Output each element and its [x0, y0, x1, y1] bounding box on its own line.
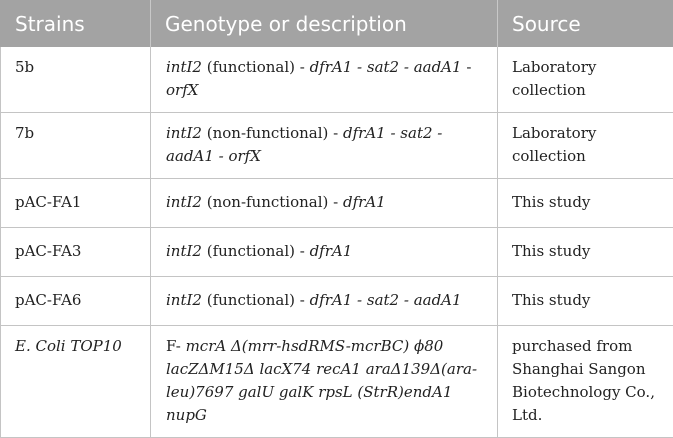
source-text: purchased from Shanghai Sangon Biotechnology Co., Ltd. — [512, 337, 655, 424]
table-header — [1, 0, 673, 47]
gene-name: dfrA1 - sat2 - aadA1 — [310, 58, 462, 76]
strain-cell — [1, 113, 151, 179]
strain-cell — [1, 47, 151, 113]
header-strains: Strains — [1, 0, 151, 47]
source-text: This study — [512, 291, 590, 309]
genotype-cell — [151, 277, 498, 326]
strain-name: pAC-FA3 — [15, 242, 81, 260]
strain-name: pAC-FA1 — [15, 193, 81, 211]
source-cell — [498, 47, 673, 113]
table-row — [1, 326, 673, 438]
source-text: This study — [512, 242, 590, 260]
header-row — [1, 0, 673, 47]
genotype-text: (non-functional) - — [202, 124, 343, 142]
source-text: Laboratory collection — [512, 124, 596, 165]
source-text: This study — [512, 193, 590, 211]
strain-name: E. Coli TOP10 — [15, 337, 122, 355]
source-text: Laboratory collection — [512, 58, 596, 99]
gene-name: intI2 — [166, 124, 202, 142]
strain-name: 5b — [15, 58, 34, 76]
genotype-text: (functional) - — [202, 242, 310, 260]
source-cell — [498, 228, 673, 277]
header-genotype: Genotype or description — [151, 0, 498, 47]
genotype-cell — [151, 326, 498, 438]
genotype-cell — [151, 47, 498, 113]
gene-name: dfrA1 - sat2 - aadA1 — [310, 291, 462, 309]
genotype-cell — [151, 113, 498, 179]
header-source: Source — [498, 0, 673, 47]
source-cell — [498, 179, 673, 228]
gene-name: intI2 — [166, 242, 202, 260]
gene-name: dfrA1 — [343, 193, 386, 211]
strain-cell — [1, 228, 151, 277]
source-cell — [498, 326, 673, 438]
genotype-text: F- — [166, 337, 186, 355]
source-cell — [498, 113, 673, 179]
table-row — [1, 113, 673, 179]
gene-name: dfrA1 — [310, 242, 353, 260]
table-row — [1, 47, 673, 113]
strain-name: pAC-FA6 — [15, 291, 81, 309]
genotype-text: (non-functional) - — [202, 193, 343, 211]
table-row — [1, 228, 673, 277]
gene-name: orfX — [166, 81, 198, 99]
strain-cell — [1, 179, 151, 228]
strain-cell — [1, 326, 151, 438]
genotype-cell — [151, 179, 498, 228]
gene-name: intI2 — [166, 291, 202, 309]
strain-cell — [1, 277, 151, 326]
source-cell — [498, 277, 673, 326]
gene-name: intI2 — [166, 193, 202, 211]
strain-name: 7b — [15, 124, 34, 142]
table-row — [1, 277, 673, 326]
gene-name: dfrA1 - sat2 - aadA1 - orfX — [166, 124, 442, 165]
genotype-cell — [151, 228, 498, 277]
genotype-text: (functional) - — [202, 291, 310, 309]
gene-name: intI2 — [166, 58, 202, 76]
genotype-text: (functional) - — [202, 58, 310, 76]
table-row — [1, 179, 673, 228]
genotype-text: - — [462, 58, 472, 76]
gene-name: mcrA Δ(mrr-hsdRMS-mcrBC) ϕ80 lacZΔM15Δ lacX74 recA1 araΔ139Δ(ara-leu)7697 galU galK rpsL (StrR)endA1 nupG — [166, 337, 477, 424]
table-body — [1, 47, 673, 438]
